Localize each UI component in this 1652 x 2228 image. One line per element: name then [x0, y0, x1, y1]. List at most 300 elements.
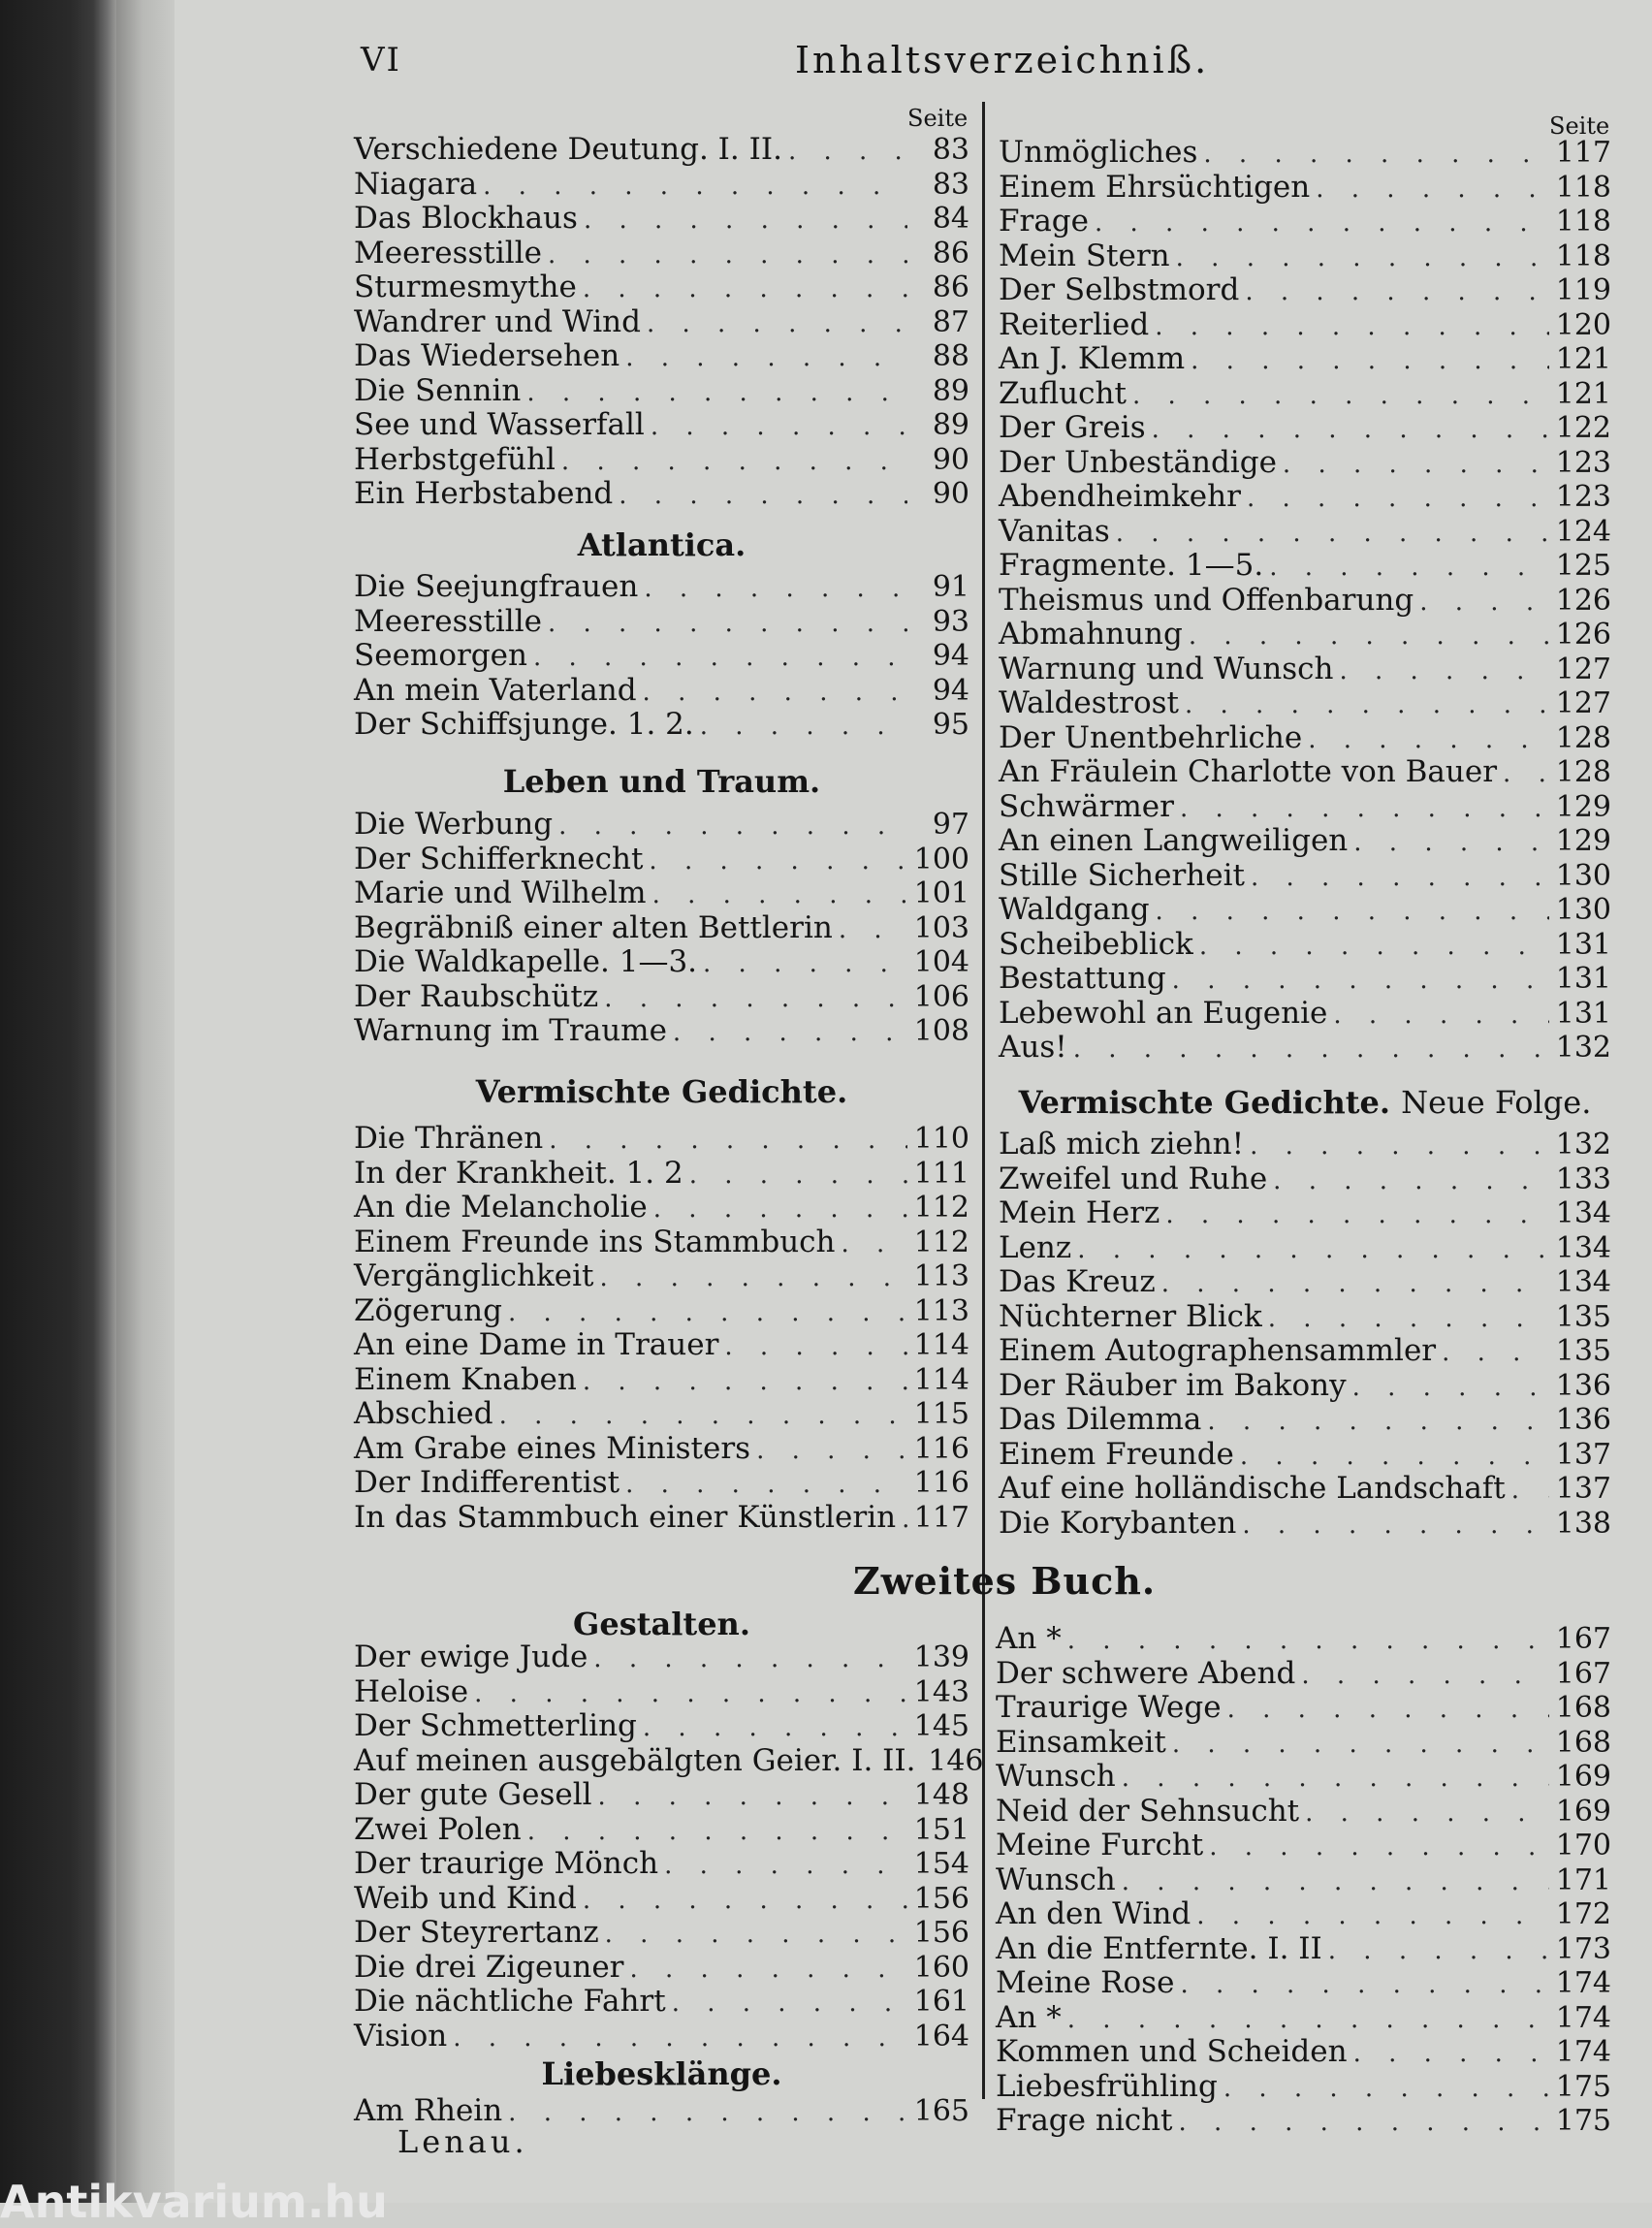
section-heading-gestalten: Gestalten.	[573, 1606, 750, 1642]
page-title: Inhaltsverzeichniß.	[795, 39, 1210, 81]
entry-title: Einem Knaben	[354, 1361, 577, 1397]
entry-title: Scheibeblick	[999, 926, 1193, 962]
entry-title: Sturmesmythe	[354, 270, 577, 304]
entry-page-number: 84	[932, 202, 969, 236]
entry-page-number: 136	[1555, 1368, 1611, 1403]
leader-dots	[1251, 861, 1549, 896]
leader-dots	[1333, 999, 1549, 1034]
entry-title: Verschiedene Deutung. I. II.	[354, 132, 782, 167]
entry-page-number: 167	[1555, 1622, 1611, 1656]
toc-list-left-2	[354, 570, 969, 743]
entry-page-number: 154	[913, 1847, 969, 1881]
leader-dots	[644, 572, 907, 607]
entry-page-number: 131	[1555, 996, 1611, 1031]
leader-dots	[1067, 2003, 1549, 2038]
entry-title: Schwärmer	[999, 788, 1174, 824]
entry-title: Der gute Gesell	[354, 1777, 592, 1812]
leader-dots	[583, 1365, 907, 1400]
leader-dots	[619, 479, 907, 514]
entry-title: An *	[996, 1999, 1062, 2035]
toc-entry	[354, 168, 969, 203]
leader-dots	[558, 810, 907, 844]
entry-page-number: 160	[913, 1950, 969, 1985]
leader-dots	[1353, 2037, 1549, 2072]
entry-title: Am Grabe eines Ministers	[354, 1430, 751, 1466]
toc-entry	[354, 1259, 969, 1294]
leader-dots	[1122, 1762, 1549, 1797]
entry-page-number: 127	[1555, 652, 1611, 686]
leader-dots	[1308, 723, 1549, 758]
entry-page-number: 94	[932, 639, 969, 673]
leader-dots	[604, 982, 907, 1017]
page-gutter	[116, 0, 175, 2203]
leader-dots	[583, 1884, 907, 1919]
toc-entry	[354, 202, 969, 237]
leader-dots	[1250, 1130, 1549, 1164]
entry-title: Der Räuber im Bakony	[999, 1367, 1347, 1403]
signature-mark: Lenau.	[397, 2123, 528, 2160]
leader-dots	[1180, 1968, 1549, 2003]
toc-entry	[354, 808, 969, 843]
entry-title: Mein Herz	[999, 1195, 1160, 1230]
leader-dots	[526, 376, 907, 411]
toc-entry	[354, 1951, 969, 1986]
entry-title: Warnung im Traume	[354, 1013, 667, 1048]
toc-entry	[999, 342, 1611, 377]
entry-title: Der ewige Jude	[354, 1639, 588, 1674]
entry-page-number: 91	[932, 570, 969, 604]
entry-title: Auf meinen ausgebälgten Geier. I. II.	[354, 1742, 916, 1778]
entry-page-number: 169	[1555, 1794, 1611, 1829]
toc-entry	[999, 1231, 1611, 1266]
entry-title: Das Wiedersehen	[354, 338, 620, 373]
entry-page-number: 117	[1555, 136, 1611, 170]
entry-title: Der Steyrertanz	[354, 1915, 599, 1950]
entry-title: Aus!	[999, 1030, 1067, 1065]
leader-dots	[1301, 1659, 1549, 1694]
entry-page-number: 170	[1555, 1829, 1611, 1862]
toc-list-right-2	[999, 1128, 1611, 1541]
toc-entry	[354, 1225, 969, 1260]
entry-title: Die nächtliche Fahrt	[354, 1984, 666, 2019]
toc-entry	[999, 755, 1611, 790]
toc-entry	[999, 859, 1611, 894]
section-heading-leben-und-traum: Leben und Traum.	[502, 763, 821, 800]
entry-page-number: 139	[913, 1640, 969, 1674]
entry-page-number: 169	[1555, 1760, 1611, 1794]
entry-title: Der traurige Mönch	[354, 1846, 659, 1881]
entry-page-number: 127	[1555, 686, 1611, 720]
entry-page-number: 119	[1555, 273, 1611, 307]
toc-entry	[354, 1675, 969, 1710]
entry-page-number: 137	[1555, 1437, 1611, 1472]
watermark: Antikvarium.hu	[0, 2176, 388, 2228]
entry-title: Fragmente. 1—5.	[999, 548, 1264, 583]
leader-dots	[1442, 1336, 1549, 1371]
entry-title: Herbstgefühl	[354, 441, 556, 477]
leader-dots	[1273, 1164, 1549, 1199]
leader-dots	[664, 1849, 907, 1884]
entry-title: Der Unentbehrliche	[999, 719, 1303, 755]
entry-title: Wandrer und Wind	[354, 303, 641, 339]
leader-dots	[703, 947, 907, 982]
entry-title: An mein Vaterland	[354, 672, 637, 708]
entry-page-number: 117	[913, 1500, 969, 1535]
toc-entry	[999, 1507, 1611, 1542]
toc-entry	[999, 721, 1611, 756]
entry-title: Laß mich ziehn!	[999, 1127, 1245, 1162]
toc-entry	[354, 1294, 969, 1329]
toc-entry	[996, 1760, 1611, 1795]
toc-entry	[354, 1397, 969, 1432]
entry-title: Zweifel und Ruhe	[999, 1161, 1268, 1196]
leader-dots	[1223, 2072, 1549, 2107]
entry-page-number: 93	[932, 604, 969, 639]
toc-entry	[996, 1657, 1611, 1692]
leader-dots	[1095, 207, 1549, 241]
toc-entry	[999, 686, 1611, 721]
entry-page-number: 173	[1555, 1931, 1611, 1966]
leader-dots	[1199, 930, 1549, 965]
entry-page-number: 121	[1555, 376, 1611, 411]
entry-page-number: 129	[1555, 824, 1611, 858]
entry-page-number: 174	[1555, 2000, 1611, 2035]
entry-title: Die Thränen	[354, 1121, 544, 1156]
entry-title: An einen Langweiligen	[999, 823, 1349, 858]
leader-dots	[1165, 1198, 1549, 1233]
entry-page-number: 135	[1555, 1299, 1611, 1334]
section-heading-vermischte-neue-folge	[999, 1084, 1611, 1121]
leader-dots	[724, 1330, 907, 1365]
toc-entry	[999, 480, 1611, 515]
toc-entry	[354, 1363, 969, 1398]
toc-list-left-1	[354, 133, 969, 512]
leader-dots	[1209, 1830, 1549, 1865]
toc-entry	[999, 584, 1611, 619]
entry-page-number: 132	[1555, 1031, 1611, 1065]
entry-title: Vision	[354, 2018, 448, 2053]
entry-page-number: 146	[928, 1743, 984, 1778]
toc-entry	[354, 1813, 969, 1848]
toc-entry	[999, 446, 1611, 481]
entry-title: Begräbniß einer alten Bettlerin	[354, 909, 833, 945]
entry-page-number: 130	[1555, 858, 1611, 893]
leader-dots	[788, 135, 907, 170]
toc-list-right-3	[996, 1622, 1611, 2139]
entry-title: Einem Autographensammler	[999, 1333, 1437, 1368]
entry-page-number: 90	[932, 442, 969, 477]
toc-entry	[999, 273, 1611, 308]
leader-dots	[1269, 551, 1549, 586]
entry-page-number: 132	[1555, 1128, 1611, 1162]
leader-dots	[652, 878, 907, 913]
toc-entry	[354, 1985, 969, 2020]
entry-page-number: 143	[913, 1674, 969, 1709]
toc-entry	[999, 239, 1611, 274]
leader-dots	[1185, 688, 1549, 723]
leader-dots	[1339, 654, 1549, 689]
entry-page-number: 122	[1555, 411, 1611, 445]
entry-title: An J. Klemm	[999, 341, 1186, 376]
entry-title: Zuflucht	[999, 375, 1127, 411]
toc-entry	[354, 339, 969, 374]
toc-entry	[999, 171, 1611, 206]
toc-entry	[999, 549, 1611, 584]
toc-entry	[354, 843, 969, 877]
entry-page-number: 156	[913, 1916, 969, 1950]
entry-page-number: 89	[932, 373, 969, 408]
entry-title: Waldgang	[999, 892, 1150, 927]
toc-entry	[996, 2001, 1611, 2036]
entry-page-number: 118	[1555, 239, 1611, 273]
toc-entry	[999, 1128, 1611, 1162]
leader-dots	[508, 2096, 907, 2131]
leader-dots	[1242, 1509, 1549, 1544]
toc-entry	[999, 928, 1611, 963]
entry-title: Meine Rose	[996, 1965, 1175, 2000]
toc-entry	[354, 271, 969, 305]
entry-title: Die Sennin	[354, 372, 522, 408]
entry-page-number: 112	[913, 1225, 969, 1259]
toc-entry	[996, 1726, 1611, 1761]
toc-entry	[999, 1403, 1611, 1438]
leader-dots	[651, 410, 907, 445]
leader-dots	[1245, 275, 1549, 310]
leader-dots	[1503, 757, 1549, 792]
entry-page-number: 172	[1555, 1897, 1611, 1931]
entry-page-number: 131	[1555, 962, 1611, 996]
toc-entry	[999, 1196, 1611, 1231]
leader-dots	[1161, 1267, 1549, 1302]
toc-list-right-1	[999, 136, 1611, 1066]
leader-dots	[1227, 1693, 1549, 1728]
entry-title: Der Raubschütz	[354, 978, 599, 1014]
toc-entry	[354, 1742, 984, 1779]
leader-dots	[839, 913, 907, 948]
toc-entry	[354, 1847, 969, 1882]
toc-entry	[996, 1829, 1611, 1863]
entry-page-number: 97	[932, 808, 969, 842]
entry-page-number: 128	[1555, 720, 1611, 755]
entry-page-number: 108	[913, 1014, 969, 1048]
leader-dots	[700, 710, 907, 745]
entry-title: In der Krankheit. 1. 2	[354, 1155, 683, 1191]
toc-entry	[354, 374, 969, 409]
entry-title: Der Schiffsjunge. 1. 2.	[354, 707, 694, 742]
leader-dots	[842, 1227, 908, 1262]
entry-title: Frage	[999, 204, 1089, 239]
leader-dots	[1191, 344, 1549, 379]
entry-title: Der schwere Abend	[996, 1655, 1296, 1691]
leader-dots	[1077, 1233, 1549, 1268]
entry-page-number: 87	[932, 304, 969, 339]
toc-entry	[354, 1640, 969, 1675]
entry-title: Einem Ehrsüchtigen	[999, 169, 1311, 205]
toc-entry	[999, 893, 1611, 928]
entry-title: Niagara	[354, 166, 478, 202]
entry-page-number: 171	[1555, 1862, 1611, 1897]
entry-page-number: 104	[913, 945, 969, 979]
leader-dots	[508, 1296, 907, 1331]
entry-title: Nüchterner Blick	[999, 1298, 1262, 1334]
leader-dots	[527, 1815, 907, 1850]
toc-entry	[999, 1265, 1611, 1300]
entry-page-number: 90	[932, 477, 969, 511]
entry-page-number: 156	[913, 1881, 969, 1916]
entry-page-number: 167	[1555, 1656, 1611, 1691]
toc-entry	[354, 1501, 969, 1536]
toc-entry	[354, 305, 969, 340]
leader-dots	[1067, 1624, 1549, 1659]
entry-title: Die Waldkapelle. 1—3.	[354, 944, 698, 979]
entry-page-number: 168	[1555, 1691, 1611, 1725]
leader-dots	[1172, 1728, 1549, 1763]
book-heading: Zweites Buch.	[853, 1559, 1157, 1603]
leader-dots	[1196, 1899, 1549, 1934]
entry-page-number: 168	[1555, 1725, 1611, 1760]
entry-title: Ein Herbstabend	[354, 476, 614, 511]
entry-title: Vanitas	[999, 513, 1110, 549]
toc-entry	[354, 1191, 969, 1225]
section-heading-bold: Vermischte Gedichte.	[1018, 1084, 1391, 1121]
toc-entry	[354, 945, 969, 980]
toc-entry	[354, 133, 969, 168]
toc-entry	[999, 1300, 1611, 1335]
entry-page-number: 148	[913, 1778, 969, 1812]
entry-page-number: 130	[1555, 893, 1611, 927]
leader-dots	[474, 1677, 907, 1712]
entry-page-number: 121	[1555, 342, 1611, 376]
toc-entry	[996, 1691, 1611, 1726]
right-column-head: Seite	[1549, 112, 1610, 140]
entry-title: Die drei Zigeuner	[354, 1949, 624, 1985]
section-heading-liebesklaenge: Liebesklänge.	[541, 2055, 782, 2092]
entry-page-number: 137	[1555, 1472, 1611, 1506]
entry-page-number: 95	[932, 708, 969, 742]
toc-entry	[354, 570, 969, 605]
leader-dots	[1305, 1797, 1549, 1831]
toc-entry	[354, 1709, 969, 1744]
toc-entry	[999, 1369, 1611, 1404]
toc-entry	[999, 515, 1611, 550]
leader-dots	[1316, 173, 1549, 207]
entry-page-number: 133	[1555, 1162, 1611, 1196]
toc-entry	[996, 2070, 1611, 2105]
entry-page-number: 145	[913, 1709, 969, 1743]
leader-dots	[1156, 895, 1549, 930]
entry-page-number: 124	[1555, 514, 1611, 549]
entry-title: Zwei Polen	[354, 1811, 522, 1847]
toc-entry	[354, 2020, 969, 2054]
toc-entry	[999, 308, 1611, 343]
entry-title: Der Schifferknecht	[354, 841, 644, 876]
leader-dots	[548, 239, 907, 273]
entry-title: Der Selbstmord	[999, 272, 1240, 307]
entry-page-number: 111	[913, 1156, 969, 1191]
entry-page-number: 101	[913, 876, 969, 910]
page-number: VI	[361, 41, 401, 80]
toc-entry	[354, 1157, 969, 1192]
leader-dots	[1180, 792, 1549, 827]
toc-entry	[999, 1031, 1611, 1066]
leader-dots	[643, 1711, 907, 1746]
entry-title: Vergänglichkeit	[354, 1258, 594, 1293]
entry-page-number: 86	[932, 271, 969, 304]
leader-dots	[649, 844, 907, 879]
toc-entry	[354, 605, 969, 640]
toc-entry	[999, 652, 1611, 687]
toc-entry	[354, 1328, 969, 1363]
toc-list-left-4	[354, 1122, 969, 1535]
entry-page-number: 116	[913, 1466, 969, 1500]
entry-page-number: 86	[932, 236, 969, 271]
toc-list-left-3	[354, 808, 969, 1049]
entry-page-number: 89	[932, 408, 969, 442]
leader-dots	[600, 1261, 907, 1296]
toc-entry	[354, 876, 969, 911]
leader-dots	[1176, 241, 1549, 276]
leader-dots	[1328, 1934, 1549, 1969]
toc-entry	[999, 618, 1611, 652]
entry-title: Liebesfrühling	[996, 2068, 1218, 2104]
entry-title: Zögerung	[354, 1292, 502, 1328]
entry-title: Reiterlied	[999, 306, 1150, 342]
entry-title: Die Seejungfrauen	[354, 569, 639, 604]
toc-entry	[996, 2035, 1611, 2070]
leader-dots	[499, 1399, 907, 1434]
entry-title: Seemorgen	[354, 638, 527, 673]
entry-title: Waldestrost	[999, 685, 1179, 720]
toc-entry	[354, 1122, 969, 1157]
entry-page-number: 126	[1555, 583, 1611, 618]
entry-page-number: 126	[1555, 618, 1611, 652]
leader-dots	[549, 1124, 907, 1159]
toc-entry	[996, 1966, 1611, 2001]
entry-title: Einsamkeit	[996, 1724, 1166, 1760]
toc-entry	[999, 962, 1611, 997]
entry-page-number: 131	[1555, 927, 1611, 962]
entry-page-number: 113	[913, 1259, 969, 1293]
entry-title: Am Rhein	[354, 2093, 503, 2128]
leader-dots	[1240, 1440, 1549, 1475]
toc-entry	[999, 411, 1611, 446]
leader-dots	[625, 1468, 907, 1503]
entry-page-number: 164	[913, 2019, 969, 2053]
toc-entry	[996, 1622, 1611, 1657]
leader-dots	[1203, 138, 1549, 173]
entry-page-number: 174	[1555, 1966, 1611, 2000]
entry-title: Die Korybanten	[999, 1505, 1237, 1541]
entry-page-number: 112	[913, 1191, 969, 1225]
entry-title: An die Entfernte. I. II	[996, 1930, 1322, 1966]
leader-dots	[1207, 1405, 1549, 1440]
toc-entry	[354, 708, 969, 743]
leader-dots	[1152, 413, 1549, 448]
leader-dots	[584, 204, 907, 239]
leader-dots	[1247, 482, 1549, 517]
leader-dots	[1073, 1033, 1549, 1067]
leader-dots	[1419, 586, 1549, 621]
entry-title: Der Indifferentist	[354, 1465, 620, 1500]
leader-dots	[689, 1159, 907, 1194]
leader-dots	[1116, 517, 1549, 552]
entry-page-number: 136	[1555, 1403, 1611, 1437]
toc-entry	[999, 997, 1611, 1032]
entry-page-number: 118	[1555, 205, 1611, 239]
entry-page-number: 83	[932, 167, 969, 202]
entry-title: Abendheimkehr	[999, 479, 1241, 514]
entry-title: Marie und Wilhelm	[354, 875, 647, 910]
